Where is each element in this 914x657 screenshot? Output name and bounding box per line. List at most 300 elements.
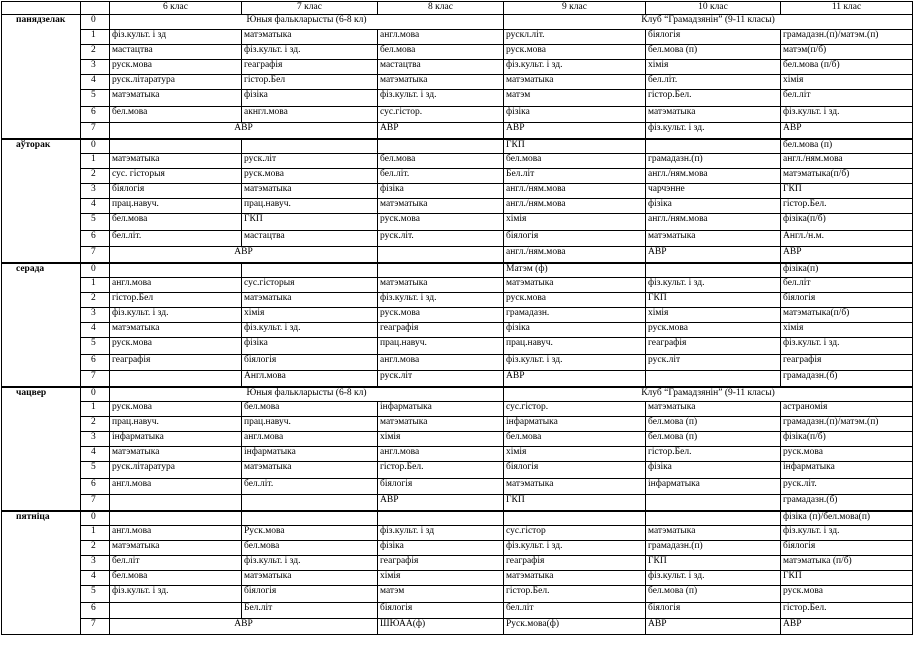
subject-cell (646, 495, 781, 511)
subject-cell: біялогія (504, 231, 646, 247)
subject-cell (378, 263, 504, 278)
subject-cell: геаграфія (242, 60, 378, 75)
subject-cell: гістор.Бел. (781, 603, 913, 619)
subject-cell: матэматыка (110, 541, 242, 556)
subject-cell (242, 511, 378, 526)
subject-cell: грамадазн.(б) (781, 371, 913, 387)
subject-cell: англ.мова (242, 432, 378, 447)
subject-cell: фіз.культ. і зд. (504, 541, 646, 556)
subject-cell: геаграфія (781, 355, 913, 371)
table-row (2, 139, 913, 154)
subject-cell: фіз.культ. і зд. (646, 278, 781, 293)
lesson-number: 4 (81, 323, 110, 338)
table-row (2, 15, 913, 30)
subject-cell: матэматыка (646, 231, 781, 247)
subject-cell (646, 263, 781, 278)
subject-cell: матэматыка (646, 107, 781, 123)
subject-cell: сус. гісторыя (110, 169, 242, 184)
lesson-number: 4 (81, 75, 110, 90)
subject-cell: матэматыка (110, 323, 242, 338)
table-row (2, 417, 913, 432)
subject-cell: геаграфія (378, 323, 504, 338)
subject-cell: англ.мова (110, 526, 242, 541)
subject-cell: фіз.культ. і зд. (504, 355, 646, 371)
subject-cell: фіз.культ. і зд. (378, 90, 504, 107)
subject-cell: бел.мова (п) (646, 45, 781, 60)
subject-cell: фіз.культ. і зд. (504, 60, 646, 75)
subject-cell: руск.літ (378, 371, 504, 387)
subject-cell: англ.мова (110, 479, 242, 495)
subject-cell: хімія (646, 308, 781, 323)
subject-cell: ГКП (646, 556, 781, 571)
subject-cell: прац.навуч. (242, 417, 378, 432)
subject-cell: фіз.культ. і зд. (378, 293, 504, 308)
subject-cell: матэматыка (п/б) (781, 556, 913, 571)
table-row (2, 619, 913, 635)
subject-cell: матэм (504, 90, 646, 107)
lesson-number: 3 (81, 60, 110, 75)
subject-cell: АВР (110, 247, 378, 263)
table-row (2, 293, 913, 308)
subject-cell: хімія (378, 571, 504, 586)
lesson-number: 7 (81, 247, 110, 263)
table-row (2, 495, 913, 511)
subject-cell: АВР (646, 619, 781, 635)
lesson-number: 6 (81, 231, 110, 247)
subject-cell: біялогія (781, 541, 913, 556)
subject-cell: Матэм (ф) (504, 263, 646, 278)
table-row (2, 447, 913, 462)
lesson-number: 2 (81, 541, 110, 556)
subject-cell: Руск.мова(ф) (504, 619, 646, 635)
lesson-number: 4 (81, 571, 110, 586)
subject-cell: фізіка (242, 90, 378, 107)
subject-cell: англ.мова (378, 447, 504, 462)
subject-cell: фізіка(п/б) (781, 432, 913, 447)
subject-cell (378, 247, 504, 263)
subject-cell: чарчэнне (646, 184, 781, 199)
subject-cell (110, 603, 242, 619)
subject-cell: ШЮАА(ф) (378, 619, 504, 635)
subject-cell: руск.мова (110, 60, 242, 75)
subject-cell: грамадазн.(п)/матэм.(п) (781, 30, 913, 45)
table-row (2, 479, 913, 495)
lesson-number: 5 (81, 462, 110, 479)
subject-cell: гістор.Бел. (646, 90, 781, 107)
subject-cell: ГКП (781, 184, 913, 199)
table-row (2, 45, 913, 60)
table-row (2, 586, 913, 603)
subject-cell: гістор.Бел (242, 75, 378, 90)
table-row (2, 107, 913, 123)
subject-cell: АВР (110, 619, 378, 635)
subject-cell: мастацтва (242, 231, 378, 247)
subject-cell: фізіка (п)/бел.мова(п) (781, 511, 913, 526)
subject-cell: інфарматыка (242, 447, 378, 462)
subject-cell: бел.літ (110, 556, 242, 571)
subject-cell: матэматыка (646, 402, 781, 417)
subject-cell: матэматыка (504, 278, 646, 293)
table-row (2, 263, 913, 278)
subject-cell: матэматыка(п/б) (781, 169, 913, 184)
subject-cell: матэматыка (110, 154, 242, 169)
subject-cell: фізіка (242, 338, 378, 355)
header-class-11: 11 клас (781, 2, 913, 15)
subject-cell: ГКП (781, 571, 913, 586)
subject-cell: АВР (781, 123, 913, 139)
subject-cell: інфарматыка (378, 402, 504, 417)
table-row (2, 199, 913, 214)
subject-cell: сус.гісторыя (242, 278, 378, 293)
subject-cell: матэматыка (646, 526, 781, 541)
subject-cell: фіз.культ. і зд. (781, 107, 913, 123)
lesson-number: 0 (81, 511, 110, 526)
subject-cell: геаграфія (378, 556, 504, 571)
subject-cell: руск.мова (242, 169, 378, 184)
subject-cell: Клуб “Грамадзянін” (9-11 класы) (504, 15, 913, 30)
table-row (2, 278, 913, 293)
subject-cell: руск.мова (504, 293, 646, 308)
table-row (2, 214, 913, 231)
subject-cell: прац.навуч. (378, 338, 504, 355)
subject-cell: бел.літ. (646, 75, 781, 90)
subject-cell: інфарматыка (504, 417, 646, 432)
subject-cell: хімія (781, 75, 913, 90)
subject-cell: біялогія (378, 603, 504, 619)
lesson-number: 1 (81, 526, 110, 541)
subject-cell: матэм (378, 586, 504, 603)
day-name: аўторак (2, 139, 81, 263)
subject-cell: англ./ням.мова (504, 199, 646, 214)
lesson-number: 5 (81, 90, 110, 107)
subject-cell: матэм(п/б) (781, 45, 913, 60)
lesson-number: 5 (81, 214, 110, 231)
subject-cell: англ./ням.мова (504, 247, 646, 263)
subject-cell: ГКП (242, 214, 378, 231)
subject-cell: фіз.культ. і зд. (110, 586, 242, 603)
lesson-number: 7 (81, 495, 110, 511)
subject-cell: матэматыка (378, 199, 504, 214)
subject-cell: мастацтва (378, 60, 504, 75)
subject-cell: бел.мова (504, 432, 646, 447)
subject-cell (378, 139, 504, 154)
subject-cell: прац.навуч. (110, 199, 242, 214)
subject-cell: Бел.літ (242, 603, 378, 619)
subject-cell: фіз.культ. і зд. (781, 526, 913, 541)
subject-cell: Англ./н.м. (781, 231, 913, 247)
subject-cell: англ.мова (378, 30, 504, 45)
subject-cell: гістор.Бел. (504, 586, 646, 603)
subject-cell: бел.мова (378, 154, 504, 169)
header-lesson-number (81, 2, 110, 15)
header-row (2, 2, 913, 15)
subject-cell: гістор.Бел. (378, 462, 504, 479)
subject-cell: геаграфія (504, 556, 646, 571)
subject-cell (646, 511, 781, 526)
subject-cell: матэматыка(п/б) (781, 308, 913, 323)
subject-cell (110, 371, 242, 387)
lesson-number: 1 (81, 402, 110, 417)
subject-cell: бел.літ (504, 603, 646, 619)
subject-cell: бел.мова (110, 214, 242, 231)
table-row (2, 231, 913, 247)
subject-cell: руск.мова (504, 45, 646, 60)
lesson-number: 6 (81, 355, 110, 371)
subject-cell: хімія (242, 308, 378, 323)
lesson-number: 5 (81, 338, 110, 355)
subject-cell: матэматыка (504, 571, 646, 586)
subject-cell: англ./ням.мова (781, 154, 913, 169)
subject-cell: грамадазн.(п) (646, 154, 781, 169)
subject-cell: фіз.культ. і зд. (781, 338, 913, 355)
lesson-number: 0 (81, 139, 110, 154)
table-row (2, 60, 913, 75)
subject-cell: руск.мова (378, 308, 504, 323)
lesson-number: 6 (81, 603, 110, 619)
subject-cell: матэматыка (378, 278, 504, 293)
subject-cell: бел.мова (п) (646, 432, 781, 447)
lesson-number: 7 (81, 123, 110, 139)
subject-cell: руск.літ. (378, 231, 504, 247)
subject-cell: грамадазн.(б) (781, 495, 913, 511)
subject-cell: АВР (781, 619, 913, 635)
lesson-number: 0 (81, 263, 110, 278)
table-row (2, 462, 913, 479)
subject-cell: сус.гістор. (378, 107, 504, 123)
table-row (2, 169, 913, 184)
subject-cell: фізіка (504, 107, 646, 123)
subject-cell (110, 511, 242, 526)
subject-cell: руск.мова (781, 447, 913, 462)
table-row (2, 371, 913, 387)
subject-cell: хімія (504, 214, 646, 231)
subject-cell (242, 495, 378, 511)
table-row (2, 355, 913, 371)
subject-cell: фіз.культ. і зд. (646, 123, 781, 139)
subject-cell: фіз.культ. і зд. (242, 45, 378, 60)
subject-cell: руск.літаратура (110, 462, 242, 479)
subject-cell: біялогія (781, 293, 913, 308)
lesson-number: 3 (81, 432, 110, 447)
subject-cell (110, 139, 242, 154)
subject-cell: бел.мова (п) (646, 586, 781, 603)
subject-cell: астраномія (781, 402, 913, 417)
subject-cell: хімія (781, 323, 913, 338)
subject-cell (110, 263, 242, 278)
table-row (2, 75, 913, 90)
subject-cell: англ.мова (110, 278, 242, 293)
subject-cell: АВР (781, 247, 913, 263)
subject-cell: Руск.мова (242, 526, 378, 541)
table-row (2, 154, 913, 169)
table-row (2, 308, 913, 323)
subject-cell: бел.мова (п) (781, 139, 913, 154)
subject-cell: сус.гістор. (504, 402, 646, 417)
subject-cell (378, 511, 504, 526)
subject-cell: грамадазн.(п)/матэм.(п) (781, 417, 913, 432)
table-row (2, 541, 913, 556)
subject-cell: бел.мова (378, 45, 504, 60)
subject-cell: матэматыка (504, 75, 646, 90)
lesson-number: 6 (81, 107, 110, 123)
subject-cell: англ./ням.мова (646, 214, 781, 231)
day-name: серада (2, 263, 81, 387)
subject-cell: акнгл.мова (242, 107, 378, 123)
subject-cell (242, 263, 378, 278)
subject-cell: АВР (504, 123, 646, 139)
table-row (2, 247, 913, 263)
lesson-number: 7 (81, 619, 110, 635)
subject-cell: фіз.культ. і зд (378, 526, 504, 541)
subject-cell: хімія (646, 60, 781, 75)
subject-cell: гістор.Бел (110, 293, 242, 308)
subject-cell: біялогія (378, 479, 504, 495)
header-class-8: 8 клас (378, 2, 504, 15)
subject-cell: матэматыка (242, 293, 378, 308)
header-day (2, 2, 81, 15)
subject-cell: АВР (646, 247, 781, 263)
subject-cell: матэматыка (110, 447, 242, 462)
subject-cell: бел.мова (242, 402, 378, 417)
subject-cell: хімія (504, 447, 646, 462)
subject-cell: гістор.Бел. (781, 199, 913, 214)
subject-cell: Бел.літ (504, 169, 646, 184)
subject-cell: біялогія (646, 603, 781, 619)
subject-cell (242, 139, 378, 154)
subject-cell: інфарматыка (110, 432, 242, 447)
table-row (2, 402, 913, 417)
subject-cell: руск.літ. (781, 479, 913, 495)
subject-cell (646, 371, 781, 387)
header-class-7: 7 клас (242, 2, 378, 15)
lesson-number: 0 (81, 387, 110, 402)
subject-cell: руск.мова (781, 586, 913, 603)
subject-cell: бел.мова (110, 107, 242, 123)
table-row (2, 123, 913, 139)
subject-cell: бел.мова (п) (646, 417, 781, 432)
subject-cell: фізіка (646, 462, 781, 479)
lesson-number: 1 (81, 278, 110, 293)
lesson-number: 3 (81, 308, 110, 323)
subject-cell: англ./ням.мова (646, 169, 781, 184)
subject-cell: ГКП (504, 495, 646, 511)
subject-cell (646, 139, 781, 154)
day-name: чацвер (2, 387, 81, 511)
subject-cell: матэматыка (242, 462, 378, 479)
subject-cell (504, 511, 646, 526)
subject-cell: бел.мова (242, 541, 378, 556)
subject-cell: гістор.Бел. (646, 447, 781, 462)
subject-cell: біялогія (504, 462, 646, 479)
subject-cell: біялогія (242, 355, 378, 371)
subject-cell: Клуб “Грамадзянін” (9-11 класы) (504, 387, 913, 402)
lesson-number: 2 (81, 293, 110, 308)
subject-cell: бел.мова (110, 571, 242, 586)
subject-cell: інфарматыка (646, 479, 781, 495)
subject-cell: фізіка(п/б) (781, 214, 913, 231)
table-row (2, 323, 913, 338)
subject-cell: Юныя фалькларысты (6-8 кл) (110, 387, 504, 402)
subject-cell: фізіка (378, 541, 504, 556)
subject-cell: бел.літ. (378, 169, 504, 184)
subject-cell: біялогія (242, 586, 378, 603)
subject-cell: АВР (110, 123, 378, 139)
subject-cell: англ.мова (378, 355, 504, 371)
subject-cell: руск.мова (110, 338, 242, 355)
schedule-table (1, 1, 913, 635)
subject-cell: руск.мова (110, 402, 242, 417)
lesson-number: 1 (81, 154, 110, 169)
subject-cell: Юныя фалькларысты (6-8 кл) (110, 15, 504, 30)
subject-cell: матэматыка (504, 479, 646, 495)
subject-cell: фіз.культ. і зд. (110, 308, 242, 323)
subject-cell: ГКП (504, 139, 646, 154)
subject-cell: рускл.літ. (504, 30, 646, 45)
subject-cell: руск.літаратура (110, 75, 242, 90)
table-row (2, 338, 913, 355)
header-class-9: 9 клас (504, 2, 646, 15)
subject-cell: руск.літ (242, 154, 378, 169)
subject-cell: фізіка (378, 184, 504, 199)
subject-cell: ГКП (646, 293, 781, 308)
table-row (2, 30, 913, 45)
subject-cell: бел.літ. (110, 231, 242, 247)
lesson-number: 3 (81, 184, 110, 199)
table-row (2, 571, 913, 586)
lesson-number: 6 (81, 479, 110, 495)
subject-cell: геаграфія (110, 355, 242, 371)
lesson-number: 4 (81, 447, 110, 462)
subject-cell: інфарматыка (781, 462, 913, 479)
subject-cell: хімія (378, 432, 504, 447)
table-row (2, 603, 913, 619)
subject-cell: матэматыка (110, 90, 242, 107)
subject-cell: АВР (504, 371, 646, 387)
subject-cell: фіз.культ. і зд (110, 30, 242, 45)
table-row (2, 184, 913, 199)
subject-cell: прац.навуч. (242, 199, 378, 214)
table-row (2, 432, 913, 447)
subject-cell: грамадазн. (504, 308, 646, 323)
subject-cell: фізіка (504, 323, 646, 338)
subject-cell: матэматыка (242, 571, 378, 586)
subject-cell: фізіка(п) (781, 263, 913, 278)
subject-cell: бел.мова (п/б) (781, 60, 913, 75)
subject-cell: бел.літ (781, 90, 913, 107)
lesson-number: 4 (81, 199, 110, 214)
table-row (2, 526, 913, 541)
subject-cell: фіз.культ. і зд. (242, 556, 378, 571)
subject-cell: руск.літ (646, 355, 781, 371)
subject-cell: прац.навуч. (504, 338, 646, 355)
subject-cell: прац.навуч. (110, 417, 242, 432)
lesson-number: 2 (81, 169, 110, 184)
subject-cell: мастацтва (110, 45, 242, 60)
subject-cell: геаграфія (646, 338, 781, 355)
subject-cell: сус.гістор (504, 526, 646, 541)
subject-cell: матэматыка (378, 75, 504, 90)
subject-cell (110, 495, 242, 511)
subject-cell: бел.літ. (242, 479, 378, 495)
day-name: панядзелак (2, 15, 81, 139)
subject-cell: англ./ням.мова (504, 184, 646, 199)
lesson-number: 2 (81, 45, 110, 60)
subject-cell: бел.літ (781, 278, 913, 293)
table-row (2, 387, 913, 402)
lesson-number: 5 (81, 586, 110, 603)
subject-cell: фізіка (646, 199, 781, 214)
subject-cell: АВР (378, 495, 504, 511)
